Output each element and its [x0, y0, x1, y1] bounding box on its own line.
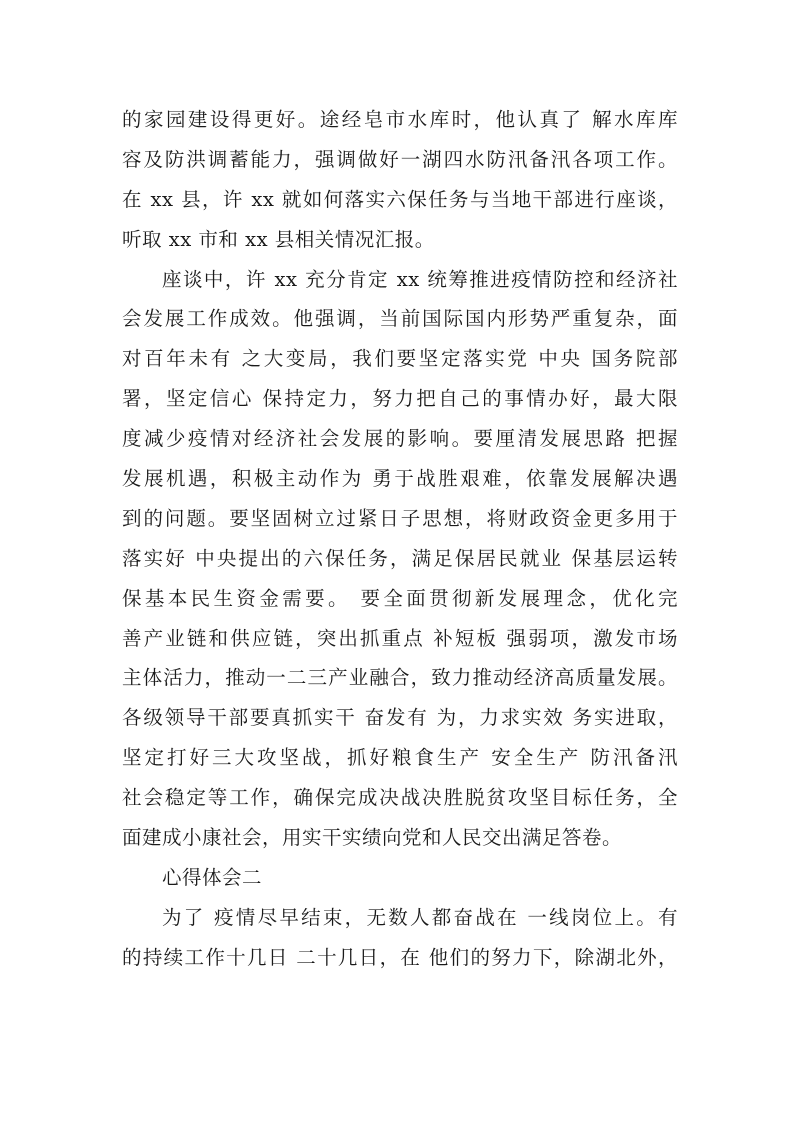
- text-line: 听取 xx 市和 xx 县相关情况汇报。: [122, 227, 435, 251]
- text-line: 社会稳定等工作，确保完成决战决胜脱贫攻坚目标任务，全: [122, 786, 678, 810]
- text-line: 坚定打好三大攻坚战，抓好粮食生产 安全生产 防汛备汛: [122, 746, 678, 770]
- text-line: 面建成小康社会，用实干实绩向党和人民交出满足答卷。: [122, 826, 623, 850]
- text-line: 发展机遇，积极主动作为 勇于战胜艰难，依靠发展解决遇: [122, 467, 678, 491]
- text-line: 主体活力，推动一二三产业融合，致力推动经济高质量发展。: [122, 666, 678, 690]
- text-line: 到的问题。要坚固树立过紧日子思想，将财政资金更多用于: [122, 506, 678, 530]
- text-line: 各级领导干部要真抓实干 奋发有 为，力求实效 务实进取，: [122, 706, 678, 730]
- text-line: 善产业链和供应链，突出抓重点 补短板 强弱项，激发市场: [122, 626, 678, 650]
- text-line: 对百年未有 之大变局，我们要坚定落实党 中央 国务院部: [122, 347, 678, 371]
- text-line: 会发展工作成效。他强调，当前国际国内形势严重复杂，面: [122, 307, 678, 331]
- text-line: 度减少疫情对经济社会发展的影响。要厘清发展思路 把握: [122, 427, 678, 451]
- text-line: 在 xx 县，许 xx 就如何落实六保任务与当地干部进行座谈，: [122, 187, 678, 211]
- text-line: 心得体会二: [162, 865, 263, 889]
- document-body: [122, 100, 678, 978]
- text-line: 的家园建设得更好。途经皂市水库时，他认真了 解水库库: [122, 108, 678, 131]
- text-line: 的持续工作十几日 二十几日，在 他们的努力下，除湖北外，: [122, 945, 678, 969]
- text-line: 保基本民生资金需要。 要全面贯彻新发展理念，优化完: [122, 586, 678, 610]
- text-line: 落实好 中央提出的六保任务，满足保居民就业 保基层运转: [122, 546, 678, 570]
- text-line: 为了 疫情尽早结束，无数人都奋战在 一线岗位上。有: [162, 905, 678, 929]
- text-line: 署，坚定信心 保持定力，努力把自己的事情办好，最大限: [122, 387, 678, 411]
- text-line: 容及防洪调蓄能力，强调做好一湖四水防汛备汛各项工作。: [122, 147, 678, 171]
- text-line: 座谈中，许 xx 充分肯定 xx 统筹推进疫情防控和经济社: [162, 267, 678, 291]
